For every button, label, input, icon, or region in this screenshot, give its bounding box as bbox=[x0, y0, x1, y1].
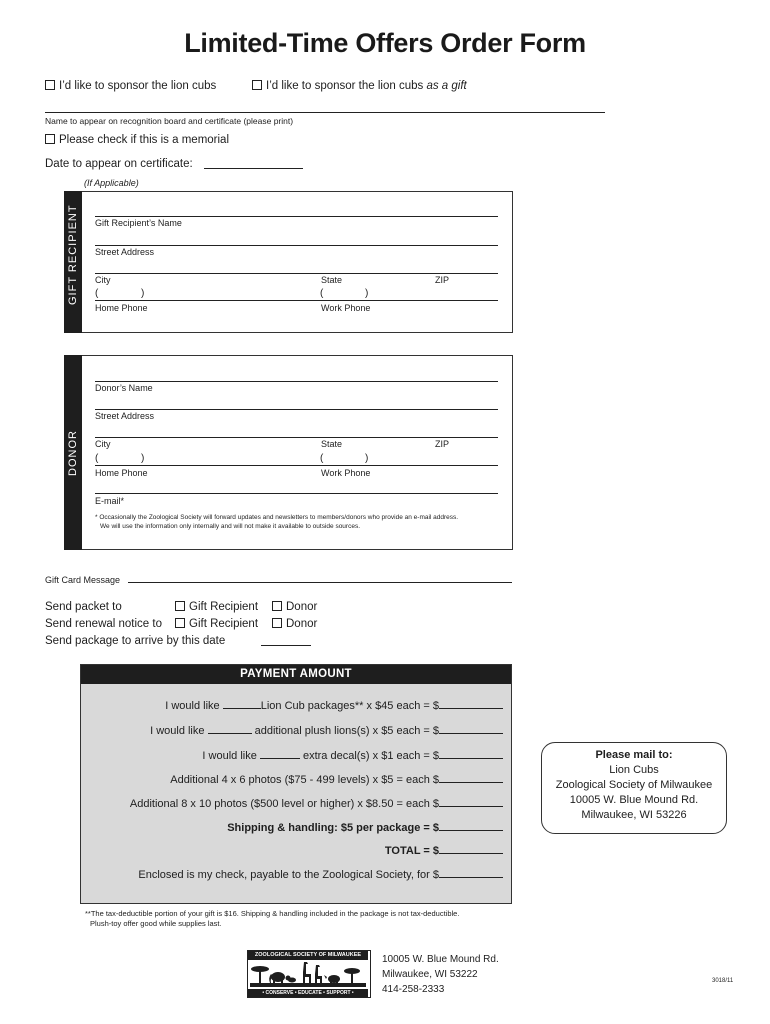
check-amount-field[interactable] bbox=[439, 866, 503, 878]
payment-row-total-label: TOTAL = $ bbox=[384, 845, 439, 857]
send-packet-label: Send packet to bbox=[45, 601, 122, 613]
send-packet-recipient-label: Gift Recipient bbox=[189, 601, 259, 613]
footer-address bbox=[382, 952, 499, 997]
send-renewal-donor-option[interactable] bbox=[272, 618, 317, 630]
donor-home-paren-open: ( bbox=[95, 453, 99, 464]
gift-recipient-work-paren-open: ( bbox=[320, 288, 324, 299]
total-amount-field[interactable] bbox=[439, 842, 503, 854]
footer-address-line-3: 414-258-2333 bbox=[382, 984, 445, 995]
gift-recipient-home-paren-close: ) bbox=[141, 288, 145, 299]
page-title: Limited-Time Offers Order Form bbox=[184, 28, 586, 58]
payment-section bbox=[80, 664, 512, 904]
gift-card-message-line[interactable] bbox=[128, 582, 512, 583]
payment-row-shipping-label: Shipping & handling: $5 per package = $ bbox=[227, 822, 439, 834]
gift-recipient-name-line[interactable] bbox=[95, 216, 498, 217]
recognition-name-line[interactable] bbox=[45, 112, 605, 113]
animal-silhouettes-icon bbox=[250, 960, 366, 987]
donor-email-line[interactable] bbox=[95, 493, 498, 494]
payment-row-4x6-label: Additional 4 x 6 photos ($75 - 499 levels) x $5 = each $ bbox=[170, 774, 439, 786]
payment-row-packages bbox=[165, 697, 503, 712]
donor-side-label: DONOR bbox=[67, 430, 79, 476]
donor-zip-label: ZIP bbox=[435, 439, 450, 449]
donor-city-label: City bbox=[95, 439, 111, 449]
payment-row-4x6 bbox=[170, 771, 503, 786]
donor-street-label: Street Address bbox=[95, 411, 155, 421]
payment-row-decals-label-b: extra decal(s) x $1 each = $ bbox=[302, 750, 439, 762]
mail-to-line-2: Zoological Society of Milwaukee bbox=[555, 779, 713, 791]
payment-row-check bbox=[138, 866, 503, 881]
payment-row-total bbox=[385, 842, 503, 857]
gift-recipient-street-label: Street Address bbox=[95, 247, 155, 257]
plush-quantity-field[interactable] bbox=[208, 722, 252, 734]
payment-row-packages-label-b: Lion Cub packages** x $45 each = $ bbox=[260, 700, 439, 712]
sponsor-gift-checkbox[interactable] bbox=[252, 80, 262, 90]
mail-to-heading: Please mail to: bbox=[595, 749, 673, 761]
form-code: 3018/11 bbox=[712, 978, 734, 984]
donor-home-phone-label: Home Phone bbox=[95, 468, 148, 478]
payment-row-plush-label-b: additional plush lions(s) x $5 each = $ bbox=[254, 725, 439, 737]
gift-recipient-home-paren-open: ( bbox=[95, 288, 99, 299]
date-line[interactable] bbox=[204, 168, 303, 169]
send-renewal-recipient-option[interactable] bbox=[175, 618, 258, 630]
sponsor-checkbox[interactable] bbox=[45, 80, 55, 90]
donor-email-note-1: * Occasionally the Zoological Society will forward updates and newsletters to members/donors who provide an e-mail address. bbox=[95, 514, 459, 521]
gift-recipient-name-label: Gift Recipient’s Name bbox=[95, 218, 182, 228]
recognition-label: Name to appear on recognition board and certificate (please print) bbox=[45, 116, 294, 126]
decals-quantity-field[interactable] bbox=[260, 747, 300, 759]
gift-recipient-zip-label: ZIP bbox=[435, 275, 450, 285]
mail-to-line-3: 10005 W. Blue Mound Rd. bbox=[569, 794, 699, 806]
zoological-society-logo bbox=[247, 950, 371, 998]
send-packet-donor-label: Donor bbox=[286, 601, 318, 613]
mail-to-line-1: Lion Cubs bbox=[609, 764, 659, 776]
payment-row-plush-label-a: I would like bbox=[150, 725, 205, 737]
send-renewal-donor-label: Donor bbox=[286, 618, 318, 630]
donor-email-note-2: We will use the information only internally and will not make it available to outside sources. bbox=[100, 523, 361, 530]
option-sponsor[interactable] bbox=[45, 80, 216, 92]
gift-card-message-label: Gift Card Message bbox=[45, 575, 121, 585]
logo-top-banner: ZOOLOGICAL SOCIETY OF MILWAUKEE bbox=[248, 951, 368, 960]
payment-row-shipping bbox=[227, 819, 503, 834]
send-packet-recipient-option[interactable] bbox=[175, 601, 258, 613]
send-arrive-date-line[interactable] bbox=[261, 645, 311, 646]
gift-recipient-street-line[interactable] bbox=[95, 245, 498, 246]
donor-phone-line[interactable] bbox=[95, 465, 498, 466]
gift-recipient-home-phone-label: Home Phone bbox=[95, 303, 148, 313]
donor-name-label: Donor’s Name bbox=[95, 383, 153, 393]
gift-recipient-city-label: City bbox=[95, 275, 111, 285]
mail-to-box bbox=[541, 742, 727, 834]
donor-street-line[interactable] bbox=[95, 409, 498, 410]
payment-row-decals-label-a: I would like bbox=[202, 750, 257, 762]
payment-row-check-label: Enclosed is my check, payable to the Zoological Society, for $ bbox=[138, 869, 439, 881]
send-renewal-recipient-label: Gift Recipient bbox=[189, 618, 259, 630]
option-sponsor-gift[interactable] bbox=[252, 80, 467, 92]
packages-amount-field[interactable] bbox=[439, 697, 503, 709]
gift-recipient-state-label: State bbox=[321, 275, 343, 285]
photos-4x6-amount-field[interactable] bbox=[439, 771, 503, 783]
memorial-option[interactable] bbox=[45, 134, 229, 146]
option-sponsor-gift-emphasis: as a gift bbox=[426, 80, 467, 92]
logo-bottom-banner: • CONSERVE • EDUCATE • SUPPORT • bbox=[248, 989, 368, 997]
gift-recipient-work-paren-close: ) bbox=[365, 288, 369, 299]
footnote-line-2: Plush-toy offer good while supplies last. bbox=[90, 919, 222, 928]
donor-home-paren-close: ) bbox=[141, 453, 145, 464]
memorial-checkbox[interactable] bbox=[45, 134, 55, 144]
payment-row-8x10 bbox=[130, 795, 503, 810]
send-renewal-label: Send renewal notice to bbox=[45, 618, 162, 630]
decals-amount-field[interactable] bbox=[439, 747, 503, 759]
memorial-label: Please check if this is a memorial bbox=[59, 134, 230, 146]
gift-recipient-work-phone-label: Work Phone bbox=[321, 303, 371, 313]
if-applicable-note: (If Applicable) bbox=[84, 178, 139, 188]
footer-address-line-2: Milwaukee, WI 53222 bbox=[382, 969, 478, 980]
send-packet-donor-option[interactable] bbox=[272, 601, 317, 613]
send-arrive-label: Send package to arrive by this date bbox=[45, 635, 226, 647]
footnote-line-1: **The tax-deductible portion of your gift is $16. Shipping & handling included in the package is not tax-deductible. bbox=[85, 909, 460, 918]
payment-row-plush bbox=[150, 722, 503, 737]
payment-row-decals bbox=[202, 747, 503, 762]
mail-to-line-4: Milwaukee, WI 53226 bbox=[581, 809, 687, 821]
gift-recipient-side-label: GIFT RECIPIENT bbox=[67, 204, 79, 305]
donor-state-label: State bbox=[321, 439, 343, 449]
donor-work-paren-close: ) bbox=[365, 453, 369, 464]
gift-recipient-city-line[interactable] bbox=[95, 273, 498, 274]
packages-quantity-field[interactable] bbox=[223, 697, 261, 709]
donor-name-line[interactable] bbox=[95, 381, 498, 382]
option-sponsor-label: I’d like to sponsor the lion cubs bbox=[59, 80, 217, 92]
payment-row-8x10-label: Additional 8 x 10 photos ($500 level or higher) x $8.50 = each $ bbox=[129, 798, 439, 810]
donor-work-phone-label: Work Phone bbox=[321, 468, 371, 478]
donor-email-label: E-mail* bbox=[95, 496, 125, 506]
option-sponsor-gift-label: I’d like to sponsor the lion cubs bbox=[266, 80, 424, 92]
payment-row-packages-label-a: I would like bbox=[165, 700, 220, 712]
plush-amount-field[interactable] bbox=[439, 722, 503, 734]
send-packet-donor-checkbox[interactable] bbox=[272, 601, 282, 611]
date-label: Date to appear on certificate: bbox=[45, 158, 193, 170]
donor-city-line[interactable] bbox=[95, 437, 498, 438]
donor-work-paren-open: ( bbox=[320, 453, 324, 464]
shipping-amount-field[interactable] bbox=[439, 819, 503, 831]
send-renewal-donor-checkbox[interactable] bbox=[272, 618, 282, 628]
photos-8x10-amount-field[interactable] bbox=[439, 795, 503, 807]
payment-heading: PAYMENT AMOUNT bbox=[81, 665, 511, 684]
send-packet-recipient-checkbox[interactable] bbox=[175, 601, 185, 611]
gift-recipient-phone-line[interactable] bbox=[95, 300, 498, 301]
footer-address-line-1: 10005 W. Blue Mound Rd. bbox=[382, 954, 499, 965]
send-renewal-recipient-checkbox[interactable] bbox=[175, 618, 185, 628]
